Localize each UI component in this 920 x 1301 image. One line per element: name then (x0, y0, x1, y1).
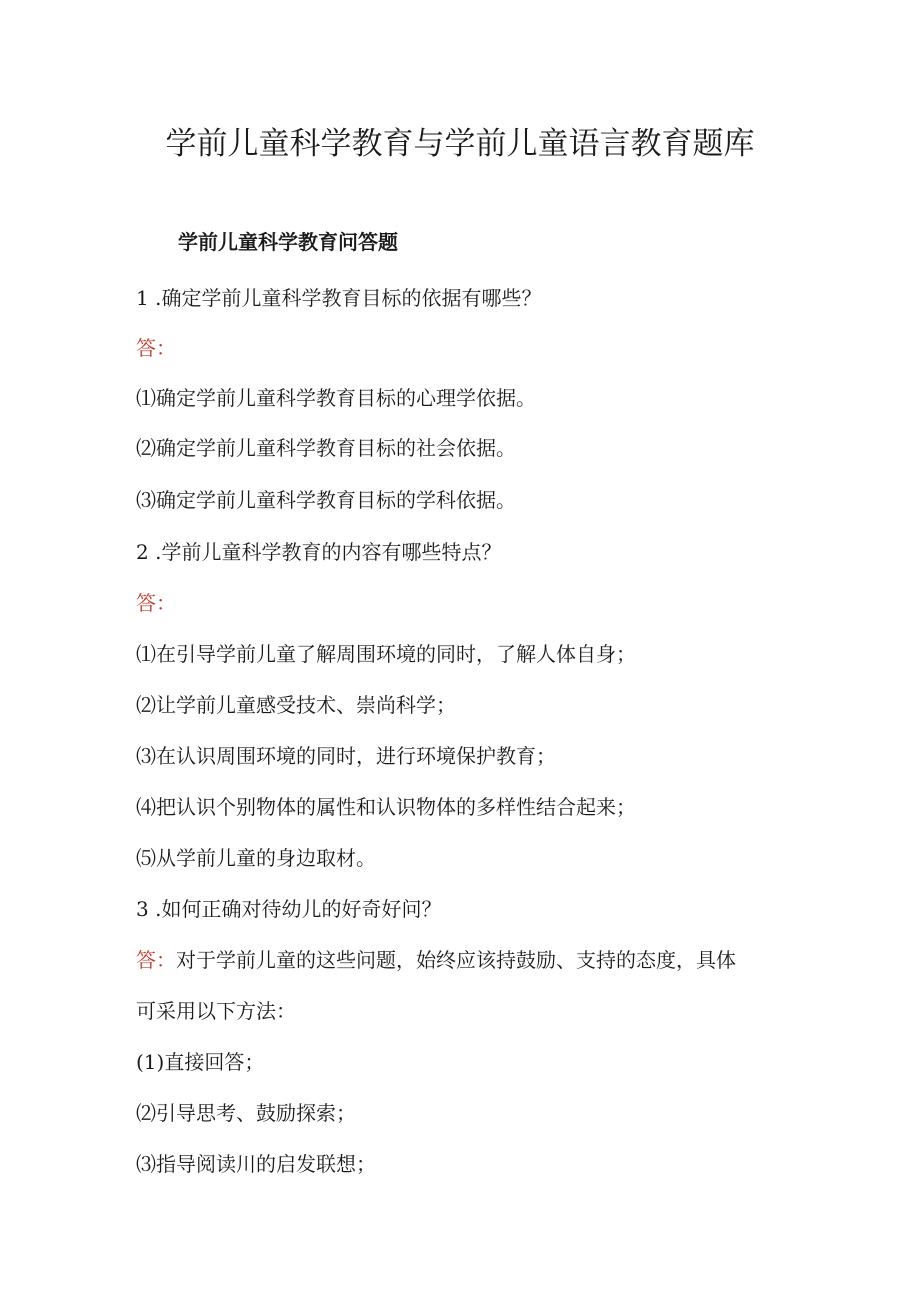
question-1: 1 .确定学前儿童科学教育目标的依据有哪些？ (136, 286, 542, 310)
question-2: 2 .学前儿童科学教育的内容有哪些特点？ (136, 540, 502, 564)
q2-item-2: ⑵让学前儿童感受技术、崇尚科学； (136, 693, 456, 717)
document-title: 学前儿童科学教育与学前儿童语言教育题库 (165, 126, 755, 162)
q2-item-5: ⑸从学前儿童的身边取材。 (136, 846, 376, 870)
question-3: 3 .如何正确对待幼儿的好奇好问？ (136, 897, 442, 921)
q2-item-1: ⑴在引导学前儿童了解周围环境的同时，了解人体自身； (136, 642, 636, 666)
q3-item-3: ⑶指导阅读川的启发联想； (136, 1152, 376, 1176)
q1-item-1: ⑴确定学前儿童科学教育目标的心理学依据。 (136, 386, 536, 410)
q2-item-3: ⑶在认识周围环境的同时，进行环境保护教育； (136, 744, 556, 768)
q1-item-2: ⑵确定学前儿童科学教育目标的社会依据。 (136, 436, 516, 460)
answer-label-2: 答： (136, 591, 176, 615)
section-heading: 学前儿童科学教育问答题 (178, 230, 398, 254)
q3-item-2: ⑵引导思考、鼓励探索； (136, 1101, 356, 1125)
q2-item-4: ⑷把认识个别物体的属性和认识物体的多样性结合起来； (136, 795, 636, 819)
answer-label-1: 答： (136, 336, 176, 360)
q1-item-3: ⑶确定学前儿童科学教育目标的学科依据。 (136, 488, 516, 512)
q3-answer-continued: 可采用以下方法： (136, 999, 296, 1023)
answer-label-3: 答： (136, 948, 176, 972)
q3-answer (136, 944, 736, 973)
q3-item-1: (1)直接回答； (136, 1050, 265, 1074)
q3-answer-text: 对于学前儿童的这些问题，始终应该持鼓励、支持的态度，具体 (176, 948, 736, 972)
